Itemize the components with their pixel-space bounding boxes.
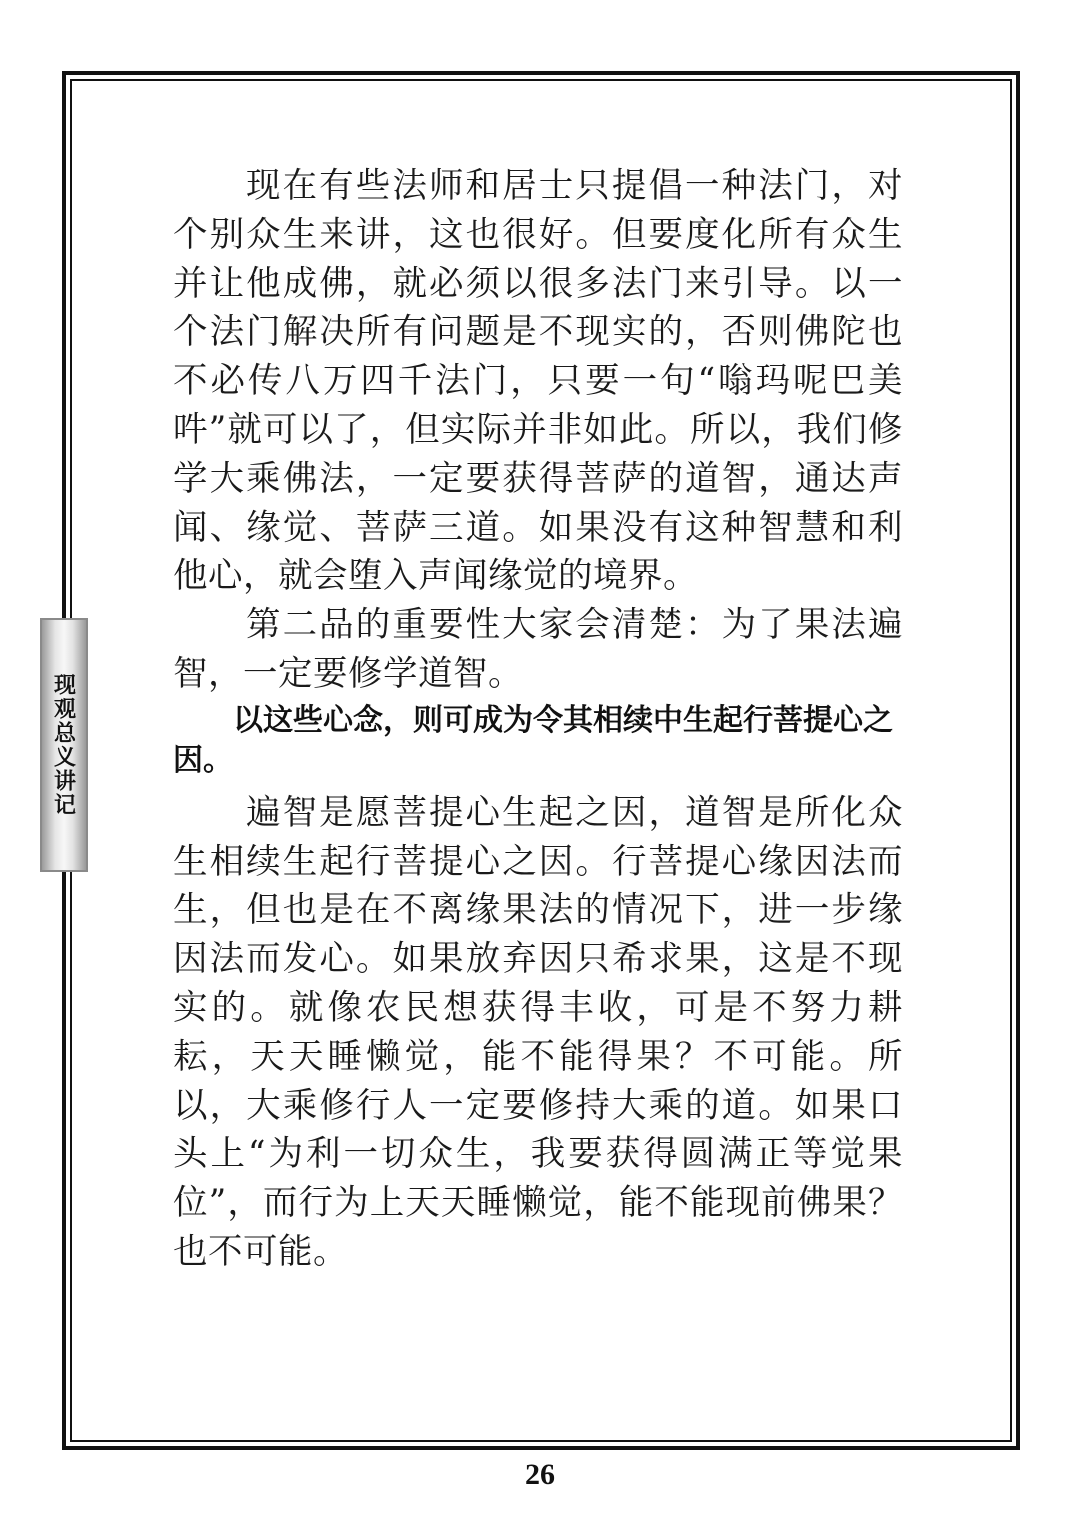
side-tab-title: 现观总义讲记 [50, 673, 77, 817]
page-body [173, 162, 903, 1277]
paragraph-commentary-3: 遍智是愿菩提心生起之因，道智是所化众生相续生起行菩提心之因。行菩提心缘因法而生，但也是在不离缘果法的情况下，进一步缘因法而发心。如果放弃因只希求果，这是不现实的。就像农民想获得丰收，可是不努力耕耘，天天睡懒觉，能不能得果？不可能。所以，大乘修行人一定要修持大乘的道。如果口头上“为利一切众生，我要获得圆满正等觉果位”，而行为上天天睡懒觉，能不能现前佛果？也不可能。 [173, 792, 903, 1272]
paragraph-commentary-2: 第二品的重要性大家会清楚：为了果法遍智，一定要修学道智。 [173, 605, 903, 694]
root-text-verse: 以这些心念，则可成为令其相续中生起行菩提心之因。 [173, 702, 893, 778]
paragraph-commentary-1: 现在有些法师和居士只提倡一种法门，对个别众生来讲，这也很好。但要度化所有众生并让他成佛，就必须以很多法门来引导。以一个法门解决所有问题是不现实的，否则佛陀也不必传八万四千法门，只要一句“嗡玛呢巴美吽”就可以了，但实际并非如此。所以，我们修学大乘佛法，一定要获得菩萨的道智，通达声闻、缘觉、菩萨三道。如果没有这种智慧和利他心，就会堕入声闻缘觉的境界。 [173, 166, 903, 597]
side-tab [40, 618, 88, 872]
page-number: 26 [525, 1458, 555, 1491]
